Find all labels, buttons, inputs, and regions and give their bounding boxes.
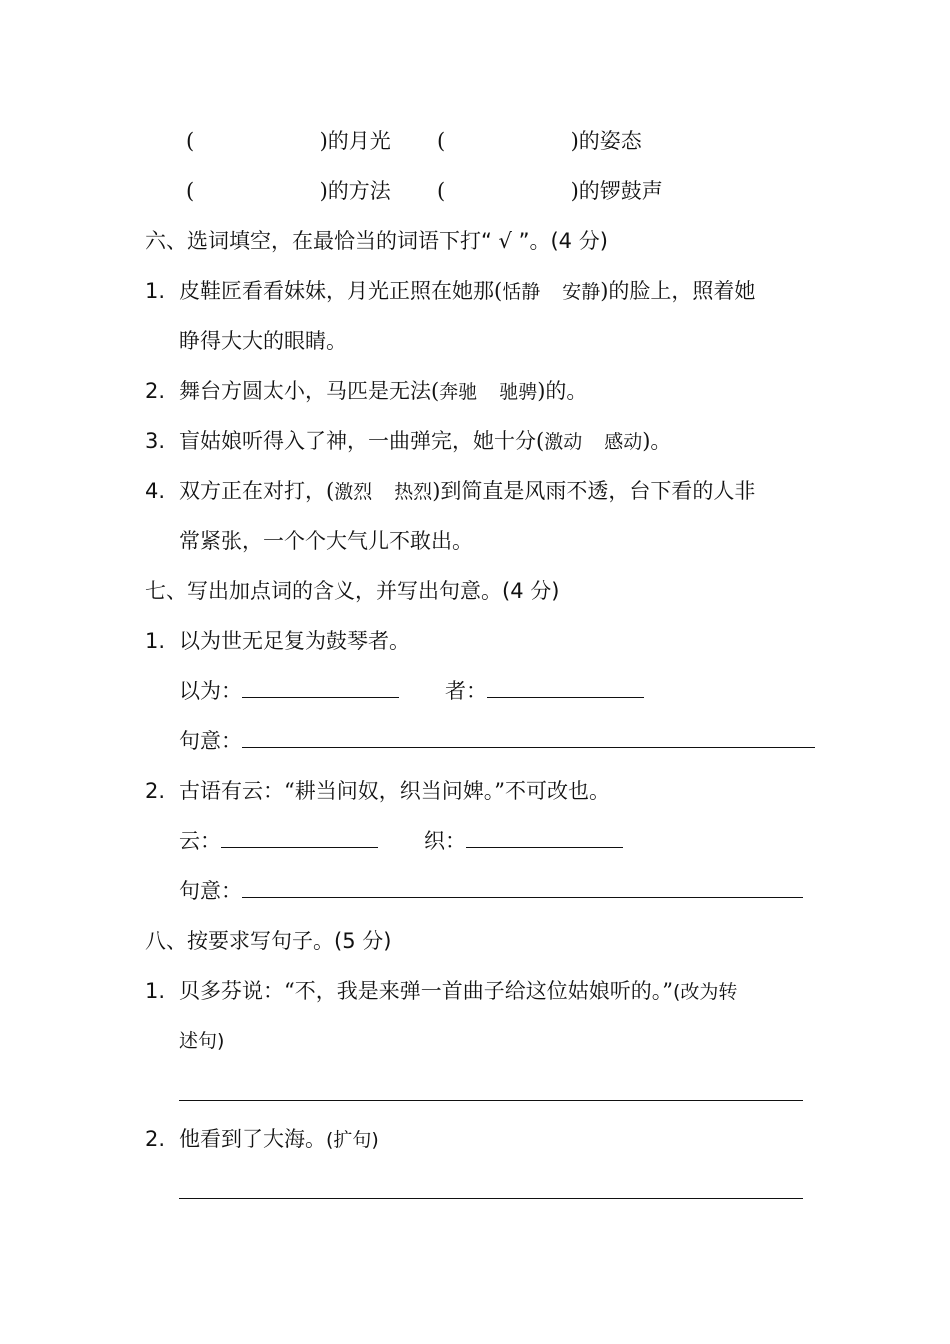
option-1[interactable]: 激动 <box>544 431 583 453</box>
section-8-title: 八、按要求写句子。(5 分) <box>145 929 392 953</box>
answer-line[interactable] <box>242 727 815 748</box>
requirement: (扩句) <box>326 1129 379 1151</box>
q6-4 <box>145 476 755 507</box>
fill-suffix: )的月光 <box>319 129 391 153</box>
question-text: 以为世无足复为鼓琴者。 <box>179 629 410 653</box>
question-text-after: )的。 <box>537 379 588 403</box>
label-zhi: 织： <box>424 829 466 853</box>
question-text: 古语有云：“耕当问奴，织当问婢。”不可改也。 <box>179 779 610 803</box>
fill-row-2 <box>186 176 391 206</box>
question-number: 3. <box>145 429 166 453</box>
question-number: 1. <box>145 979 166 1003</box>
paren-open: ( <box>186 179 195 203</box>
q8-1-requirement-continued: 述句) <box>179 1030 225 1052</box>
answer-line[interactable] <box>487 677 644 698</box>
question-text-after: )的脸上，照着她 <box>600 279 756 303</box>
paren-open: ( <box>186 129 195 153</box>
answer-line[interactable] <box>466 827 623 848</box>
question-text: 皮鞋匠看看妹妹，月光正照在她那( <box>179 279 503 303</box>
answer-line[interactable] <box>242 677 399 698</box>
fill-suffix: )的姿态 <box>570 129 642 153</box>
q7-2 <box>145 776 610 806</box>
question-text: 贝多芬说：“不，我是来弹一首曲子给这位姑娘听的。” <box>179 979 673 1003</box>
q7-2-meaning <box>179 876 803 906</box>
section-6-title: 六、选词填空，在最恰当的词语下打“ √ ”。(4 分) <box>145 229 608 253</box>
question-number: 2. <box>145 379 166 403</box>
answer-line[interactable] <box>221 827 378 848</box>
fill-row-1 <box>186 126 391 156</box>
q6-4-continued: 常紧张，一个个大气儿不敢出。 <box>179 529 473 553</box>
question-number: 1. <box>145 279 166 303</box>
question-text-after: )到简直是风雨不透，台下看的人非 <box>432 479 756 503</box>
fill-row-2-right <box>437 176 663 206</box>
q7-1-meaning <box>179 726 815 756</box>
fill-row-1-right <box>437 126 642 156</box>
question-text: 盲姑娘听得入了神，一曲弹完，她十分( <box>179 429 545 453</box>
fill-suffix: )的锣鼓声 <box>570 179 663 203</box>
q7-1-answers <box>179 676 644 706</box>
answer-line[interactable] <box>179 1080 803 1101</box>
answer-line[interactable] <box>179 1178 803 1199</box>
option-2[interactable]: 热烈 <box>394 481 433 503</box>
label-zhe: 者： <box>445 679 487 703</box>
paren-open: ( <box>437 179 446 203</box>
question-number: 2. <box>145 1127 166 1151</box>
question-text: 他看到了大海。 <box>179 1127 326 1151</box>
question-number: 1. <box>145 629 166 653</box>
question-number: 2. <box>145 779 166 803</box>
section-7-title: 七、写出加点词的含义，并写出句意。(4 分) <box>145 579 560 603</box>
option-1[interactable]: 激烈 <box>334 481 373 503</box>
paren-open: ( <box>437 129 446 153</box>
question-number: 4. <box>145 479 166 503</box>
question-text: 舞台方圆太小，马匹是无法( <box>179 379 440 403</box>
question-text: 双方正在对打，( <box>179 479 335 503</box>
q6-1 <box>145 276 755 307</box>
option-2[interactable]: 感动 <box>604 431 643 453</box>
q6-1-continued: 睁得大大的眼睛。 <box>179 329 347 353</box>
option-1[interactable]: 恬静 <box>502 281 541 303</box>
q8-1 <box>145 976 737 1007</box>
label-meaning: 句意： <box>179 879 242 903</box>
option-1[interactable]: 奔驰 <box>439 381 478 403</box>
requirement: (改为转 <box>672 981 738 1003</box>
q7-2-answers <box>179 826 623 856</box>
q6-2 <box>145 376 587 407</box>
label-meaning: 句意： <box>179 729 242 753</box>
q7-1 <box>145 626 410 656</box>
label-yun: 云： <box>179 829 221 853</box>
answer-line[interactable] <box>242 877 803 898</box>
option-2[interactable]: 安静 <box>562 281 601 303</box>
q6-3 <box>145 426 671 457</box>
fill-suffix: )的方法 <box>319 179 391 203</box>
option-2[interactable]: 驰骋 <box>499 381 538 403</box>
label-yiwei: 以为： <box>179 679 242 703</box>
q8-2 <box>145 1124 379 1155</box>
question-text-after: )。 <box>642 429 672 453</box>
